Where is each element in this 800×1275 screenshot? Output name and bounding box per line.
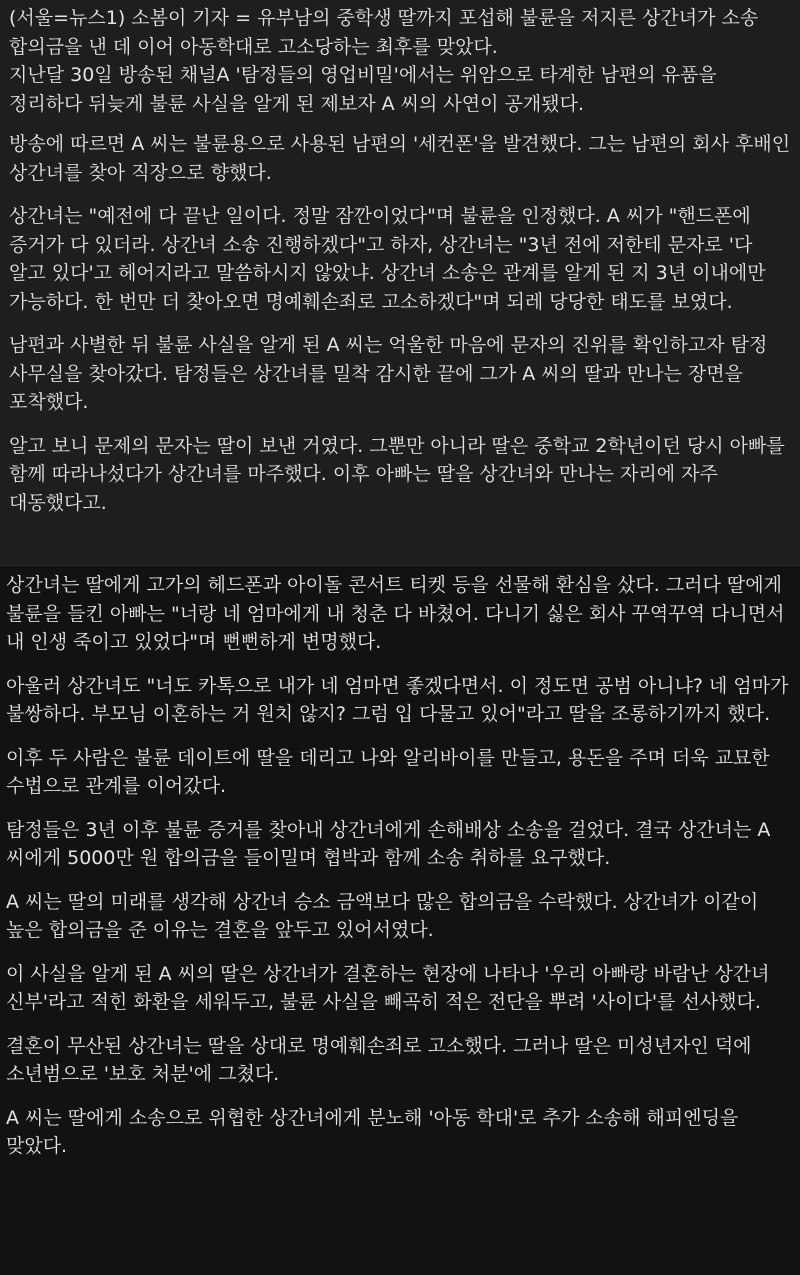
article-paragraph: 알고 보니 문제의 문자는 딸이 보낸 거였다. 그뿐만 아니라 딸은 중학교 2학년이던 당시 아빠를 함께 따라나섰다가 상간녀를 마주했다. 이후 아빠는 딸을 상간녀와 만나는 자리에 자주 대동했다고. — [9, 434, 785, 514]
article-paragraph: 방송에 따르면 A 씨는 불륜용으로 사용된 남편의 '세컨폰'을 발견했다. 그는 남편의 회사 후배인 상간녀를 찾아 직장으로 향했다. — [9, 133, 791, 184]
article-paragraph: 남편과 사별한 뒤 불륜 사실을 알게 된 A 씨는 억울한 마음에 문자의 진위를 확인하고자 탐정 사무실을 찾아갔다. 탐정들은 상간녀를 밀착 감시한 끝에 그가 A 씨의 딸과 만나는 장면을 포착했다. — [9, 334, 768, 413]
article-screenshot-bottom — [0, 565, 800, 1275]
article-screenshot-top — [0, 0, 800, 565]
article-paragraph: 탐정들은 3년 이후 불륜 증거를 찾아내 상간녀에게 손해배상 소송을 걸었다. 결국 상간녀는 A 씨에게 5000만 원 합의금을 들이밀며 협박과 함께 소송 취하를 요구했다. — [6, 818, 771, 869]
article-paragraph: A 씨는 딸의 미래를 생각해 상간녀 승소 금액보다 많은 합의금을 수락했다. 상간녀가 이같이 높은 합의금을 준 이유는 결혼을 앞두고 있어서였다. — [6, 890, 759, 941]
article-paragraph: 이 사실을 알게 된 A 씨의 딸은 상간녀가 결혼하는 현장에 나타나 '우리 아빠랑 바람난 상간녀 신부'라고 적힌 화환을 세워두고, 불륜 사실을 빼곡히 적은 전단을 뿌려 '사이다'를 선사했다. — [6, 962, 770, 1013]
article-paragraph: 아울러 상간녀도 "너도 카톡으로 내가 네 엄마면 좋겠다면서. 이 정도면 공범 아니냐? 네 엄마가 불쌍하다. 부모님 이혼하는 거 원치 않지? 그럼 입 다물고 있어"라고 딸을 조롱하기까지 했다. — [6, 674, 789, 725]
article-paragraph: 결혼이 무산된 상간녀는 딸을 상대로 명예훼손죄로 고소했다. 그러나 딸은 미성년자인 덕에 소년범으로 '보호 처분'에 그쳤다. — [6, 1034, 752, 1085]
article-paragraph: 이후 두 사람은 불륜 데이트에 딸을 데리고 나와 알리바이를 만들고, 용돈을 주며 더욱 교묘한 수법으로 관계를 이어갔다. — [6, 746, 770, 797]
article-paragraph: A 씨는 딸에게 소송으로 위협한 상간녀에게 분노해 '아동 학대'로 추가 소송해 해피엔딩을 맞았다. — [6, 1106, 739, 1157]
article-paragraph: 상간녀는 "예전에 다 끝난 일이다. 정말 잠깐이었다"며 불륜을 인정했다. A 씨가 "핸드폰에 증거가 다 있더라. 상간녀 소송 진행하겠다"고 하자, 상간녀는 "3년 전에 저한테 문자로 '다 알고 있다'고 헤어지라고 말씀하시지 않았냐. 상간녀 소송은 관계를 알게 된 지 3년 이내에만 가능하다. 한 번만 더 찾아오면 명예훼손죄로 고소하겠다"며 되레 당당한 태도를 보였다. — [9, 205, 766, 313]
article-paragraph: 상간녀는 딸에게 고가의 헤드폰과 아이돌 콘서트 티켓 등을 선물해 환심을 샀다. 그러다 딸에게 불륜을 들킨 아빠는 "너랑 네 엄마에게 내 청춘 다 바쳤어. 다니기 싫은 회사 꾸역꾸역 다니면서 내 인생 죽이고 있었다"며 뻔뻔하게 변명했다. — [6, 574, 785, 653]
article-paragraph: (서울=뉴스1) 소봄이 기자 = 유부남의 중학생 딸까지 포섭해 불륜을 저지른 상간녀가 소송 합의금을 낸 데 이어 아동학대로 고소당하는 최후를 맞았다. 지난달 30일 방송된 채널A '탐정들의 영업비밀'에서는 위암으로 타계한 남편의 유품을 정리하다 뒤늦게 불륜 사실을 알게 된 제보자 A 씨의 사연이 공개됐다. — [9, 7, 759, 115]
